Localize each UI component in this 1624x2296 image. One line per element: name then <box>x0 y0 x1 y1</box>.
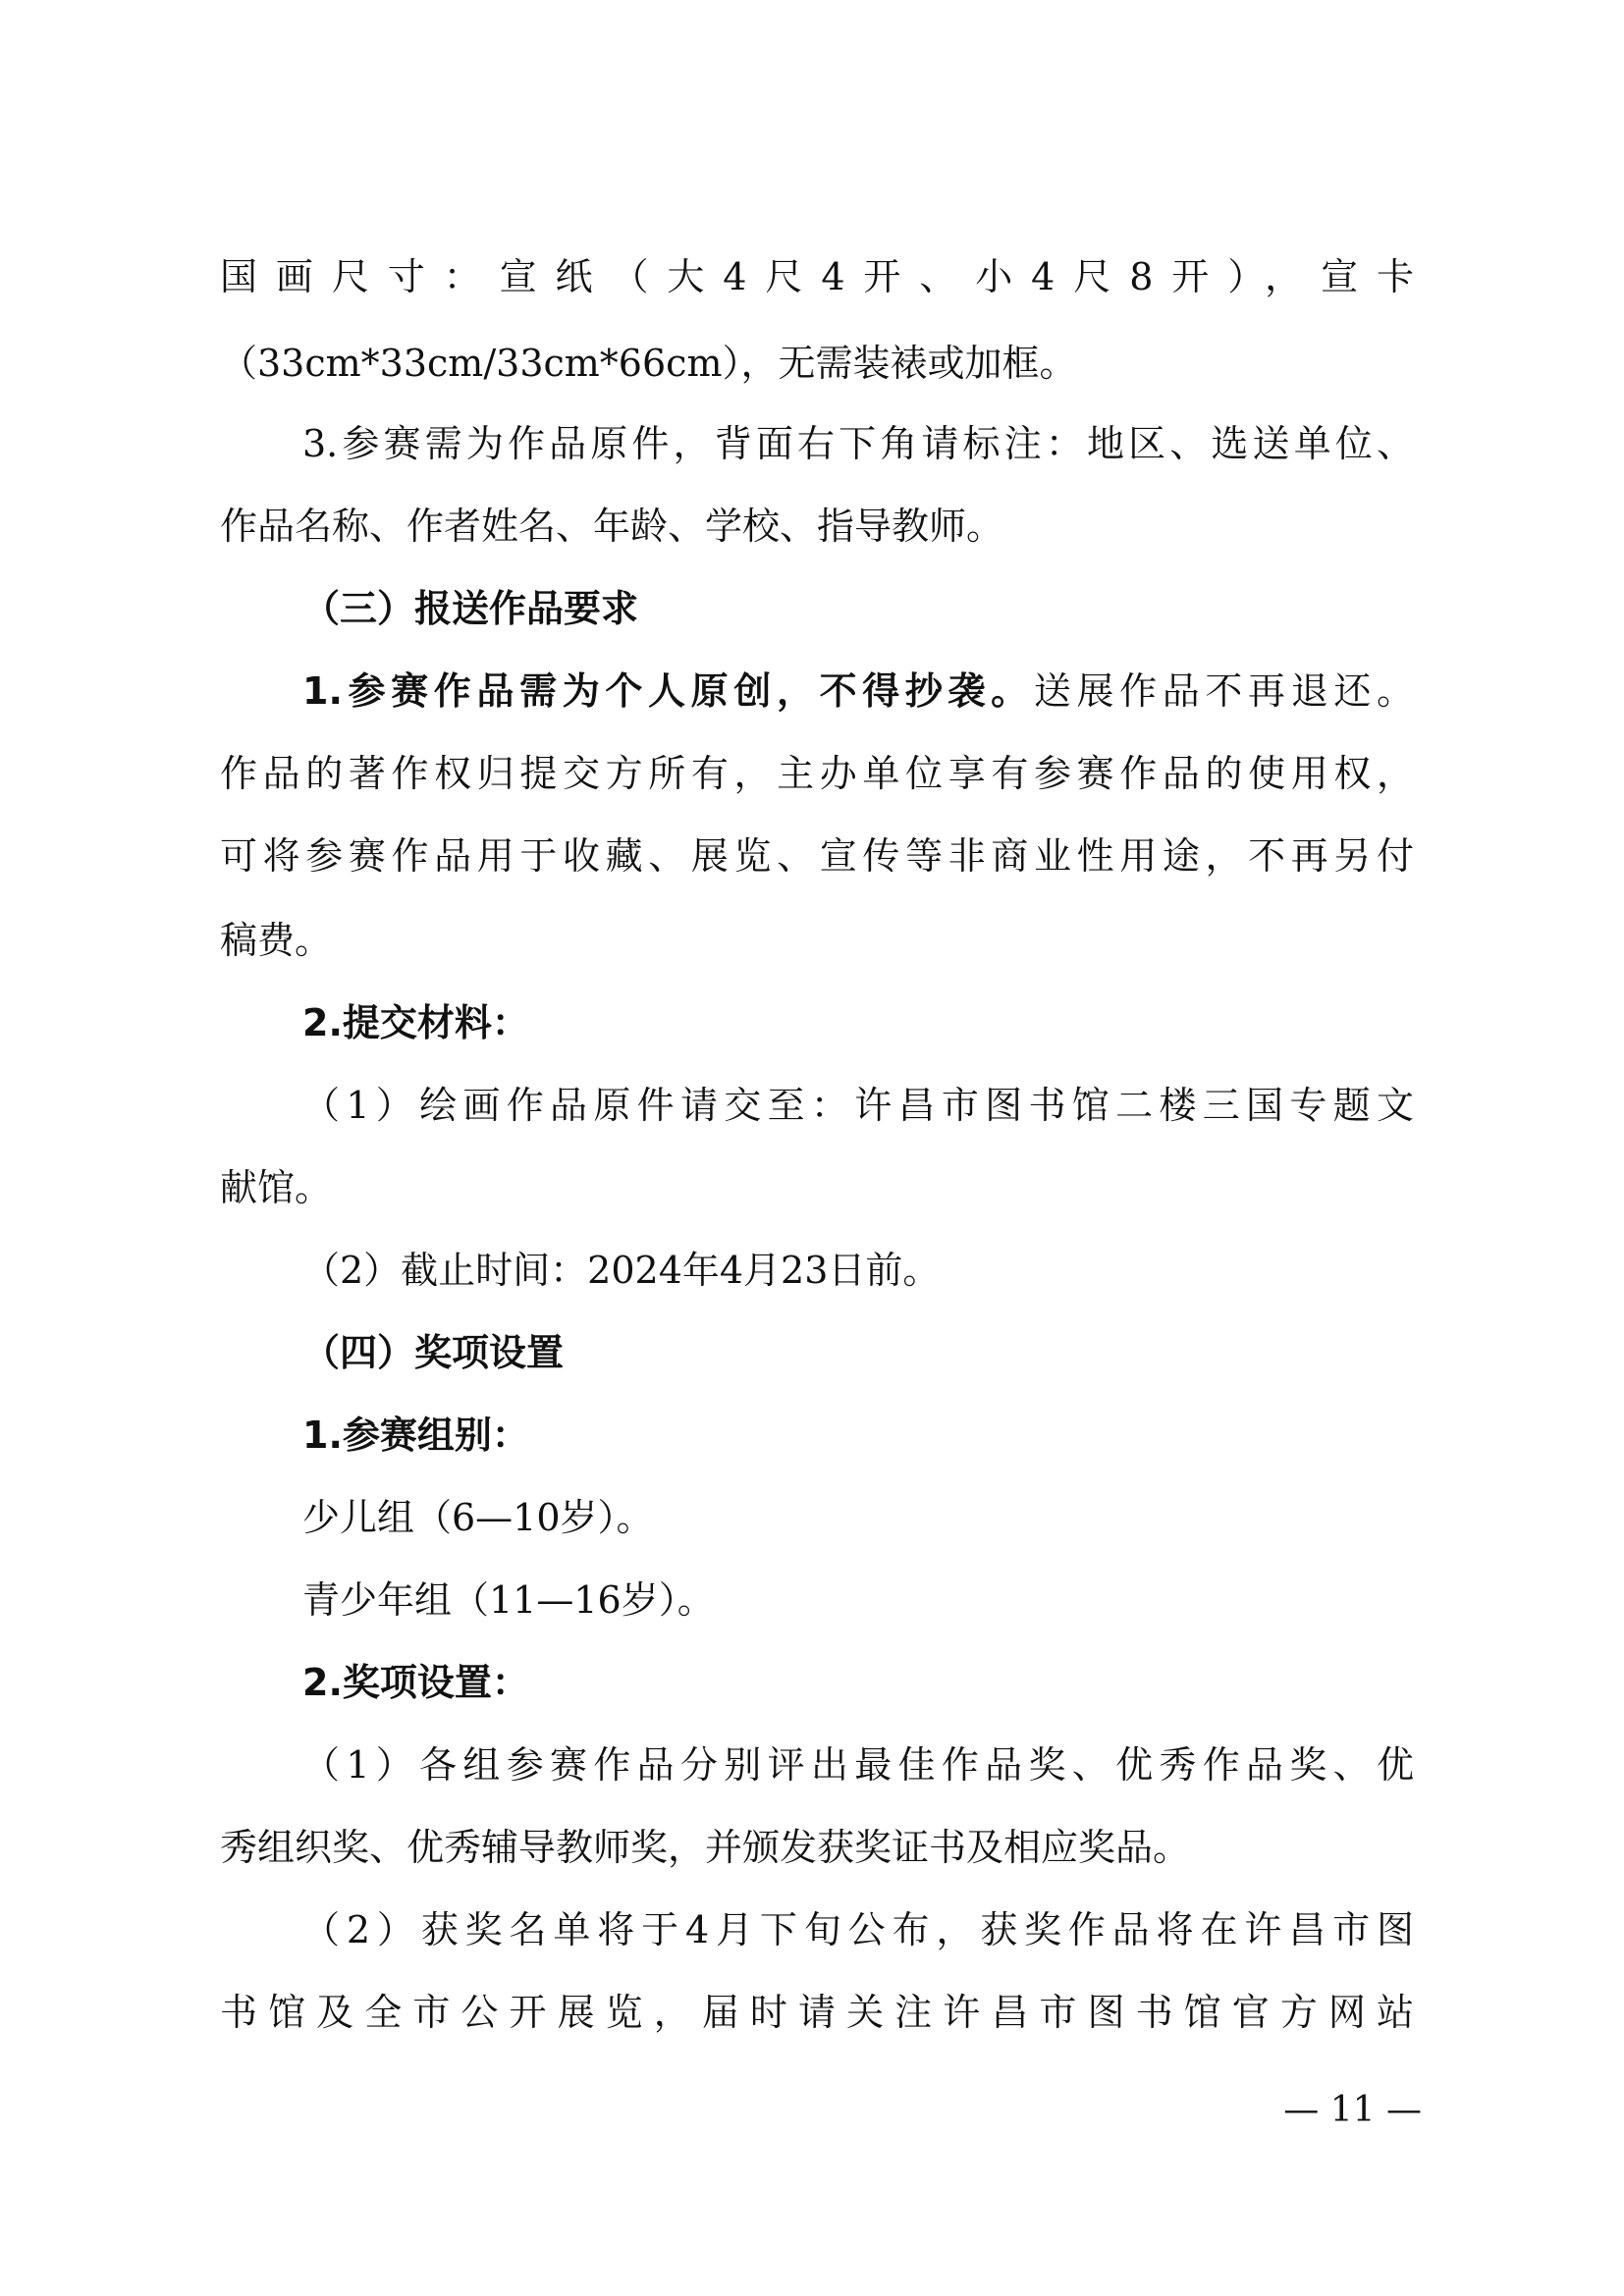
paragraph-line: 稿费。 <box>220 919 333 962</box>
paragraph-line: 书馆及全市公开展览，届时请关注许昌市图书馆官方网站 <box>220 1991 1414 2034</box>
sub-heading: 2.奖项设置： <box>302 1661 529 1704</box>
paragraph-line: （33cm*33cm/33cm*66cm），无需装裱或加框。 <box>220 342 1077 385</box>
paragraph-line: （2）截止时间：2024年4月23日前。 <box>302 1249 941 1292</box>
paragraph-text: 送展作品不再退还。 <box>1033 669 1414 713</box>
sub-heading: 2.提交材料： <box>302 1001 529 1044</box>
paragraph-line: （2）获奖名单将于4月下旬公布，获奖作品将在许昌市图 <box>302 1908 1414 1951</box>
section-heading: （三）报送作品要求 <box>302 587 639 630</box>
paragraph-line: 作品名称、作者姓名、年龄、学校、指导教师。 <box>220 505 1004 548</box>
paragraph-line: 可将参赛作品用于收藏、展览、宣传等非商业性用途，不再另付 <box>220 834 1414 878</box>
paragraph-line: 献馆。 <box>220 1166 333 1209</box>
paragraph-line: 少儿组（6—10岁）。 <box>302 1496 654 1539</box>
paragraph-line <box>302 667 1414 715</box>
paragraph-line: 3.参赛需为作品原件，背面右下角请标注：地区、选送单位、 <box>302 422 1414 465</box>
paragraph-line: （1）绘画作品原件请交至：许昌市图书馆二楼三国专题文 <box>302 1084 1414 1127</box>
paragraph-line: 国画尺寸：宣纸（大4尺4开、小4尺8开），宣卡 <box>220 255 1414 298</box>
bold-lead-text: 1.参赛作品需为个人原创，不得抄袭。 <box>302 669 1034 713</box>
section-heading: （四）奖项设置 <box>302 1331 565 1374</box>
paragraph-line: 秀组织奖、优秀辅导教师奖，并颁发获奖证书及相应奖品。 <box>220 1826 1191 1869</box>
paragraph-line: 青少年组（11—16岁）。 <box>302 1578 715 1622</box>
page-number: — 11 — <box>1283 2090 1422 2130</box>
sub-heading: 1.参赛组别： <box>302 1414 529 1457</box>
paragraph-line: （1）各组参赛作品分别评出最佳作品奖、优秀作品奖、优 <box>302 1743 1414 1787</box>
paragraph-line: 作品的著作权归提交方所有，主办单位享有参赛作品的使用权， <box>220 752 1414 795</box>
